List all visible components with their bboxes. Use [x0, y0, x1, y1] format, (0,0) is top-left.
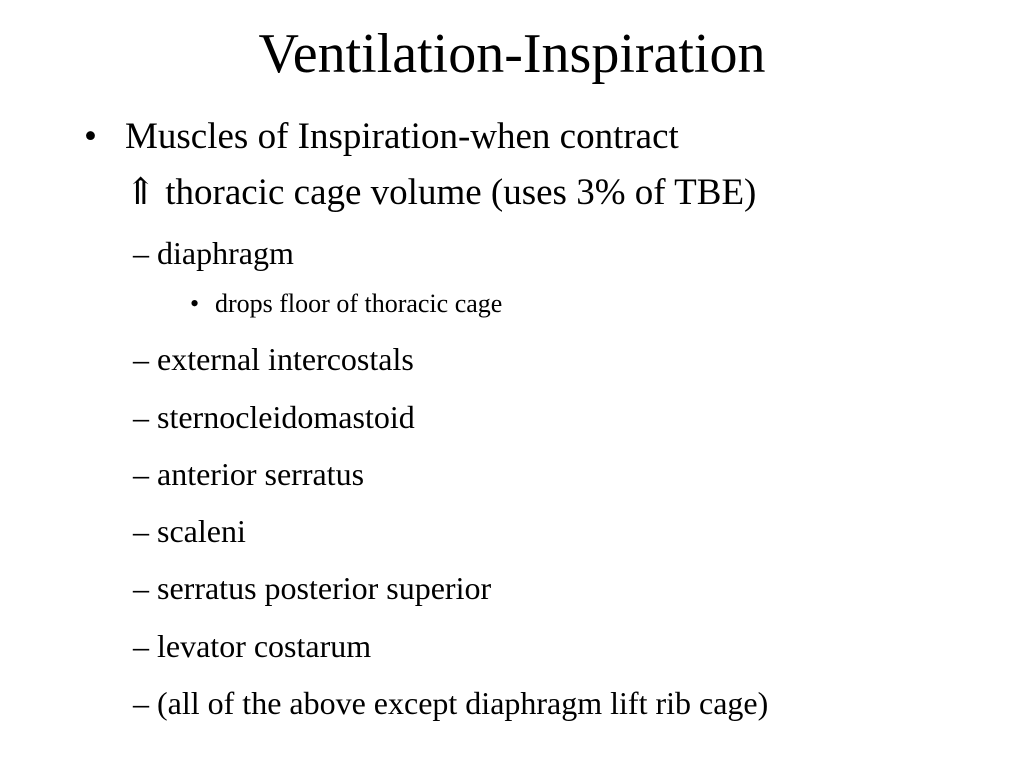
sub-item-label: sternocleidomastoid	[157, 399, 415, 435]
main-point-line-1: Muscles of Inspiration-when contract	[125, 116, 679, 157]
sub-item-diaphragm	[133, 233, 294, 273]
dash-icon: –	[133, 685, 149, 721]
sub-item-label: serratus posterior superior	[157, 570, 492, 606]
sub-item-label: diaphragm	[157, 235, 294, 271]
sub-item-scaleni	[133, 511, 246, 551]
dash-icon: –	[133, 235, 149, 271]
sub-item-levator-costarum	[133, 626, 371, 666]
sub-item-label: (all of the above except diaphragm lift rib cage)	[157, 685, 769, 721]
dash-icon: –	[133, 399, 149, 435]
sub-item-label: external intercostals	[157, 341, 414, 377]
sub-item-anterior-serratus	[133, 454, 364, 494]
dash-icon: –	[133, 628, 149, 664]
dash-icon: –	[133, 570, 149, 606]
main-point-line-2-text: thoracic cage volume (uses 3% of TBE)	[165, 172, 757, 213]
dash-icon: –	[133, 456, 149, 492]
bullet-icon: •	[84, 116, 97, 157]
sub-sub-item: drops floor of thoracic cage	[215, 289, 503, 318]
sub-item-sternocleidomastoid	[133, 397, 415, 437]
bullet-icon: •	[190, 289, 200, 318]
dash-icon: –	[133, 513, 149, 549]
sub-item-label: levator costarum	[157, 628, 372, 664]
main-point-line-2	[125, 166, 756, 220]
dash-icon: –	[133, 341, 149, 377]
sub-item-label: anterior serratus	[157, 456, 365, 492]
sub-item-note	[133, 683, 768, 723]
sub-item-label: scaleni	[157, 513, 246, 549]
sub-item-serratus-posterior-superior	[133, 568, 491, 608]
double-up-arrow-icon: ⇑	[125, 172, 157, 213]
slide-title: Ventilation-Inspiration	[258, 23, 766, 85]
sub-item-external-intercostals	[133, 339, 414, 379]
